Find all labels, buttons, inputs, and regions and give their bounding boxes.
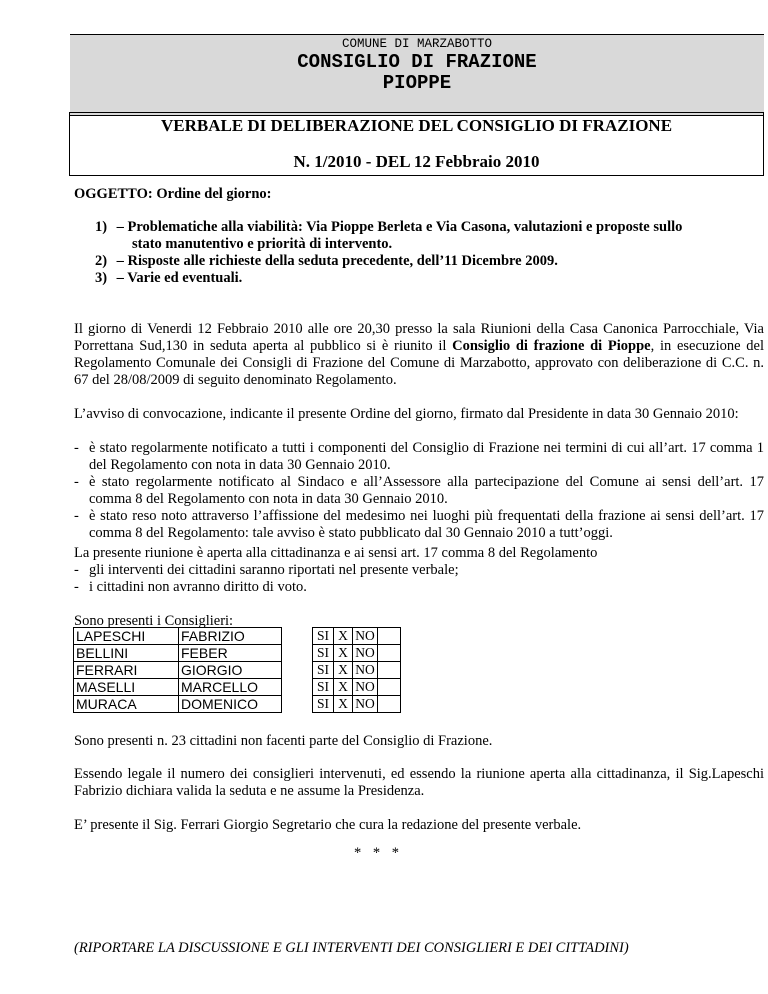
avviso-item	[74, 508, 764, 542]
verbale-box	[69, 112, 764, 176]
section-separator: * * *	[354, 845, 403, 861]
nome-cell: FEBER	[179, 645, 282, 662]
verbale-title: VERBALE DI DELIBERAZIONE DEL CONSIGLIO DI FRAZIONE	[160, 116, 673, 135]
table-row	[74, 662, 401, 679]
agenda-item-text: – Varie ed eventuali.	[116, 270, 243, 286]
agenda-item-number: 2)	[95, 253, 108, 269]
riunione-item-text: i cittadini non avranno diritto di voto.	[89, 579, 307, 595]
nome-cell: FABRIZIO	[179, 628, 282, 645]
no-cell: NO	[353, 662, 378, 679]
dash-bullet: -	[74, 440, 79, 456]
avviso-item-text: è stato regolarmente notificato al Sindaco e all’Assessore alla partecipazione del Comune ai sensi dell’art. 17 comma 8 del Regolamento con nota in data 30 Gennaio 2010.	[89, 474, 764, 507]
no-cell: NO	[353, 679, 378, 696]
si-cell: SI	[313, 696, 334, 713]
header-title-line2: PIOPPE	[382, 72, 452, 94]
riunione-item-text: gli interventi dei cittadini saranno riportati nel presente verbale;	[89, 562, 459, 578]
avviso-item-text: è stato reso noto attraverso l’affissione del medesimo nei luoghi più frequentati della frazione ai sensi dell’art. 17 comma 8 del Regolamento: tale avviso è stato pubblicato dal 30 Gennaio 2010 a tutt’oggi.	[89, 508, 764, 541]
empty-cell	[378, 645, 401, 662]
dash-bullet: -	[74, 562, 79, 578]
intro-text-part1: Il giorno di Venerdi 12 Febbraio 2010 alle ore 20,30 presso la sala Riunioni della Casa Canonica Parrocchiale, Via Porrettana Sud,130 in seduta aperta al pubblico si è riunito il	[74, 321, 764, 354]
cognome-cell: FERRARI	[74, 662, 179, 679]
footer-note: (RIPORTARE LA DISCUSSIONE E GLI INTERVENTI DEI CONSIGLIERI E DEI CITTADINI)	[74, 940, 629, 956]
mark-cell: X	[334, 645, 353, 662]
presenti-label: Sono presenti i Consiglieri:	[74, 613, 234, 629]
oggetto-label: OGGETTO: Ordine del giorno:	[74, 186, 272, 202]
dash-bullet: -	[74, 508, 79, 524]
document-header	[70, 34, 764, 116]
avviso-item	[74, 440, 764, 474]
si-cell: SI	[313, 628, 334, 645]
no-cell: NO	[353, 628, 378, 645]
cognome-cell: LAPESCHI	[74, 628, 179, 645]
cittadini-text: Sono presenti n. 23 cittadini non facenti parte del Consiglio di Frazione.	[74, 733, 493, 749]
si-cell: SI	[313, 679, 334, 696]
empty-cell	[378, 662, 401, 679]
agenda-item	[95, 253, 755, 270]
intro-text-part2: , in esecuzione del Regolamento Comunale dei Consigli di Frazione del Comune di Marzabotto, approvato con deliberazione di C.C. n. 67 del 28/08/2009 di seguito denominato Regolamento.	[74, 338, 764, 388]
cognome-cell: BELLINI	[74, 645, 179, 662]
no-cell: NO	[353, 645, 378, 662]
riunione-intro: La presente riunione è aperta alla cittadinanza e ai sensi art. 17 comma 8 del Regolamento	[74, 545, 598, 561]
mark-cell: X	[334, 628, 353, 645]
nome-cell: GIORGIO	[179, 662, 282, 679]
nome-cell: MARCELLO	[179, 679, 282, 696]
table-row	[74, 645, 401, 662]
cognome-cell: MURACA	[74, 696, 179, 713]
table-row	[74, 628, 401, 645]
empty-cell	[378, 679, 401, 696]
agenda-item-number: 1)	[95, 219, 108, 235]
dash-bullet: -	[74, 579, 79, 595]
avviso-intro: L’avviso di convocazione, indicante il presente Ordine del giorno, firmato dal Presidente in data 30 Gennaio 2010:	[74, 406, 739, 422]
mark-cell: X	[334, 679, 353, 696]
empty-cell	[378, 628, 401, 645]
empty-cell	[378, 696, 401, 713]
comune-name: COMUNE DI MARZABOTTO	[341, 37, 493, 51]
agenda-item	[95, 270, 755, 287]
table-row	[74, 679, 401, 696]
no-cell: NO	[353, 696, 378, 713]
intro-paragraph	[74, 321, 764, 389]
agenda-item	[95, 219, 755, 236]
dash-bullet: -	[74, 474, 79, 490]
riunione-item	[74, 562, 764, 579]
si-cell: SI	[313, 645, 334, 662]
table-row	[74, 696, 401, 713]
mark-cell: X	[334, 696, 353, 713]
agenda-item-continuation: stato manutentivo e priorità di intervento.	[132, 236, 393, 252]
nome-cell: DOMENICO	[179, 696, 282, 713]
avviso-item-text: è stato regolarmente notificato a tutti i componenti del Consiglio di Frazione nei termini di cui all’art. 17 comma 1 del Regolamento con nota in data 30 Gennaio 2010.	[89, 440, 764, 473]
header-title-line1: CONSIGLIO DI FRAZIONE	[297, 51, 537, 73]
agenda-item-number: 3)	[95, 270, 108, 286]
intro-bold-text: Consiglio di frazione di Pioppe	[452, 338, 651, 354]
agenda-item-text: – Problematiche alla viabilità: Via Pioppe Berleta e Via Casona, valutazioni e proposte sullo	[116, 219, 683, 235]
avviso-item	[74, 474, 764, 508]
si-cell: SI	[313, 662, 334, 679]
legale-text: Essendo legale il numero dei consiglieri intervenuti, ed essendo la riunione aperta alla cittadinanza, il Sig.Lapeschi Fabrizio dichiara valida la seduta e ne assume la Presidenza.	[74, 766, 764, 799]
cognome-cell: MASELLI	[74, 679, 179, 696]
verbale-number: N. 1/2010 - DEL 12 Febbraio 2010	[293, 152, 540, 171]
agenda-list	[95, 219, 755, 287]
riunione-item	[74, 579, 764, 596]
consiglieri-table	[73, 627, 401, 713]
segretario-text: E’ presente il Sig. Ferrari Giorgio Segretario che cura la redazione del presente verbale.	[74, 817, 582, 833]
agenda-item-text: – Risposte alle richieste della seduta precedente, dell’11 Dicembre 2009.	[116, 253, 558, 269]
mark-cell: X	[334, 662, 353, 679]
